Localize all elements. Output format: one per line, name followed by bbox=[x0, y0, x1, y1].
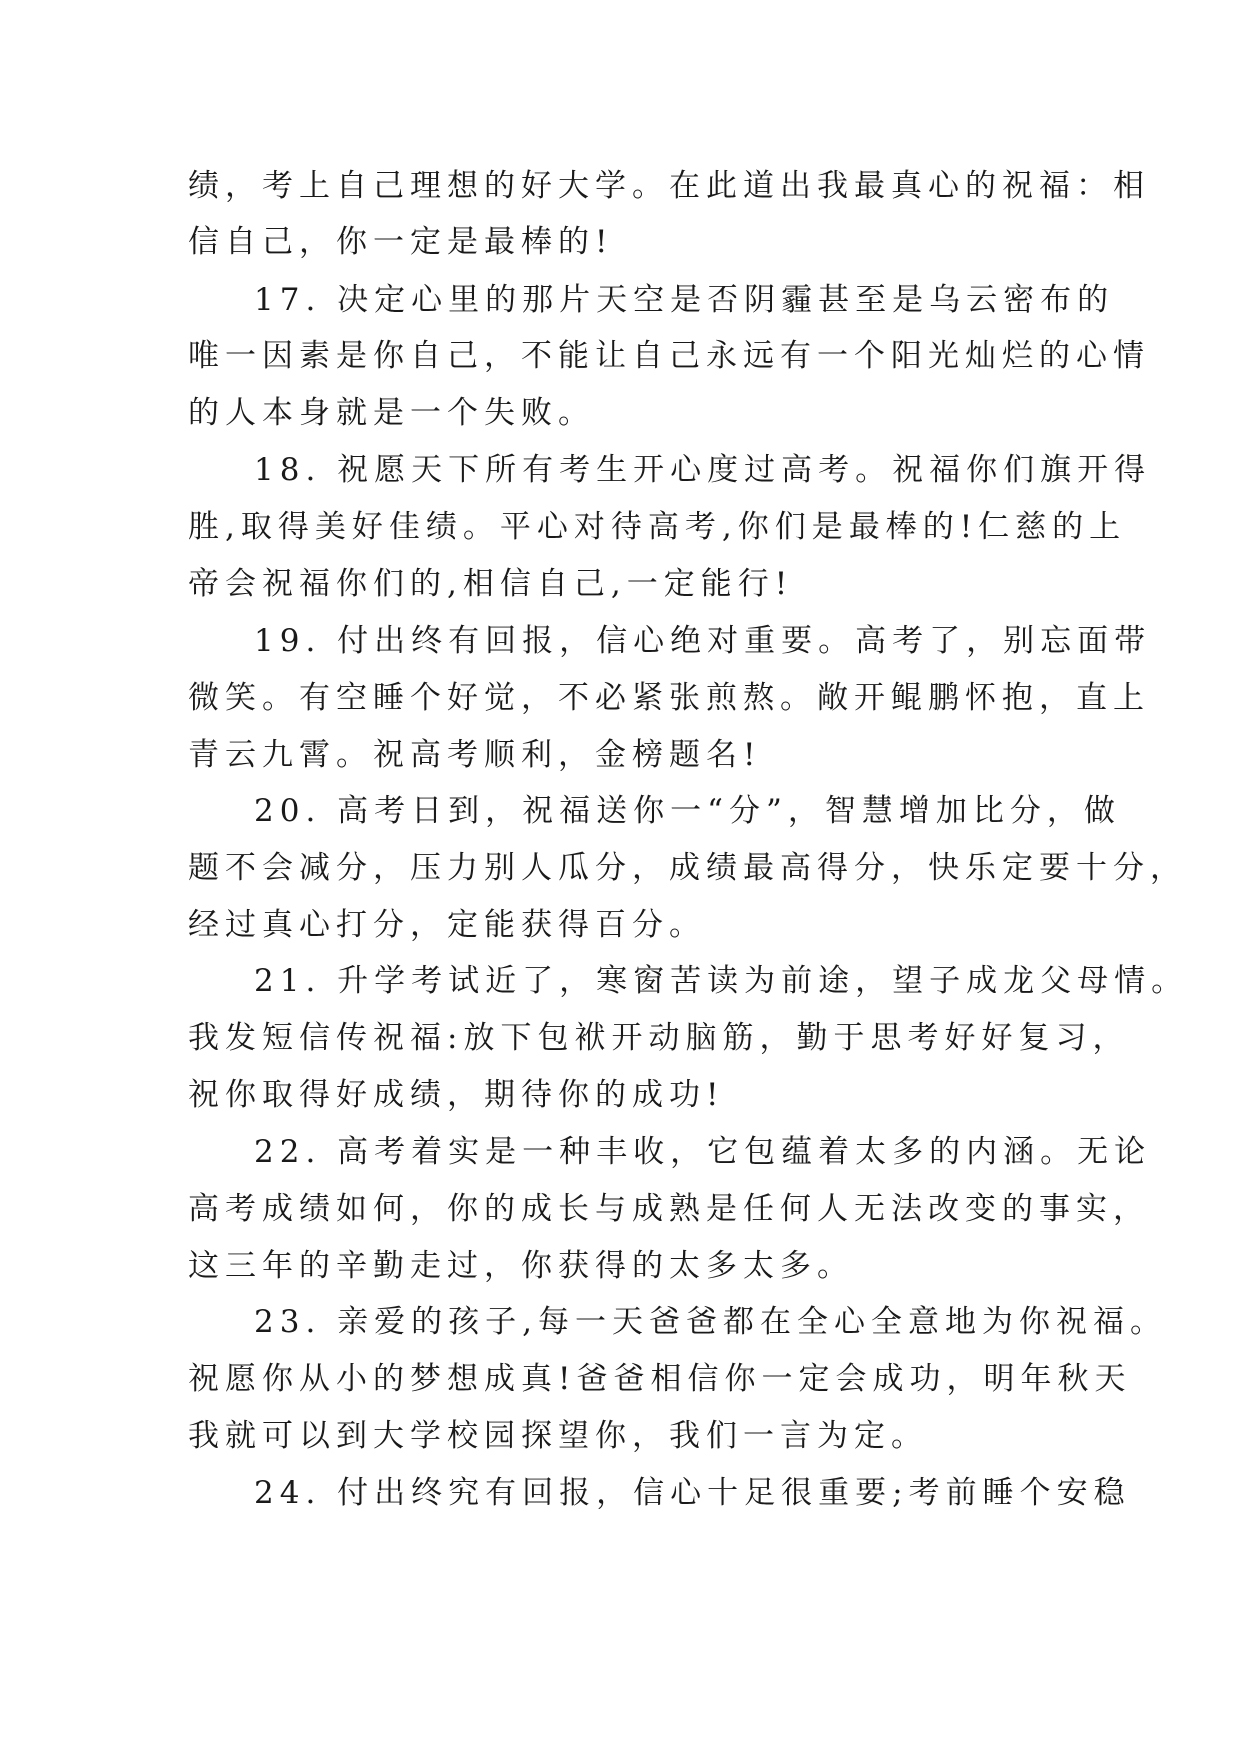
text-line: 我就可以到大学校园探望你，我们一言为定。 bbox=[188, 1418, 928, 1454]
text-line: 绩，考上自己理想的好大学。在此道出我最真心的祝福：相 bbox=[188, 168, 1150, 204]
text-line: 唯一因素是你自己，不能让自己永远有一个阳光灿烂的心情 bbox=[188, 338, 1150, 374]
text-line: 帝会祝福你们的,相信自己,一定能行! bbox=[188, 566, 794, 602]
paragraph-17-first-line: 17. 决定心里的那片天空是否阴霾甚至是乌云密布的 bbox=[254, 282, 1115, 318]
text-line: 胜,取得美好佳绩。平心对待高考,你们是最棒的!仁慈的上 bbox=[188, 509, 1127, 545]
text-line: 信自己，你一定是最棒的! bbox=[188, 224, 614, 260]
paragraph-19-first-line: 19. 付出终有回报，信心绝对重要。高考了，别忘面带 bbox=[254, 623, 1152, 659]
text-line: 题不会减分，压力别人瓜分，成绩最高得分，快乐定要十分， bbox=[188, 850, 1187, 886]
paragraph-18-first-line: 18. 祝愿天下所有考生开心度过高考。祝福你们旗开得 bbox=[254, 452, 1152, 488]
text-line: 微笑。有空睡个好觉，不必紧张煎熬。敞开鲲鹏怀抱，直上 bbox=[188, 680, 1150, 716]
paragraph-22-first-line: 22. 高考着实是一种丰收，它包蕴着太多的内涵。无论 bbox=[254, 1134, 1152, 1170]
text-line: 的人本身就是一个失败。 bbox=[188, 395, 595, 431]
paragraph-24-first-line: 24. 付出终究有回报，信心十足很重要;考前睡个安稳 bbox=[254, 1475, 1131, 1511]
paragraph-20-first-line: 20. 高考日到，祝福送你一“分”，智慧增加比分，做 bbox=[254, 793, 1121, 829]
text-line: 这三年的辛勤走过，你获得的太多太多。 bbox=[188, 1248, 854, 1284]
text-line: 青云九霄。祝高考顺利，金榜题名! bbox=[188, 737, 762, 773]
text-line: 经过真心打分，定能获得百分。 bbox=[188, 907, 706, 943]
text-line: 祝你取得好成绩，期待你的成功! bbox=[188, 1077, 725, 1113]
paragraph-21-first-line: 21. 升学考试近了，寒窗苦读为前途，望子成龙父母情。 bbox=[254, 963, 1189, 999]
paragraph-23-first-line: 23. 亲爱的孩子,每一天爸爸都在全心全意地为你祝福。 bbox=[254, 1304, 1168, 1340]
text-line: 祝愿你从小的梦想成真!爸爸相信你一定会成功，明年秋天 bbox=[188, 1361, 1132, 1397]
text-line: 我发短信传祝福:放下包袱开动脑筋，勤于思考好好复习， bbox=[188, 1020, 1130, 1056]
text-line: 高考成绩如何，你的成长与成熟是任何人无法改变的事实， bbox=[188, 1191, 1150, 1227]
